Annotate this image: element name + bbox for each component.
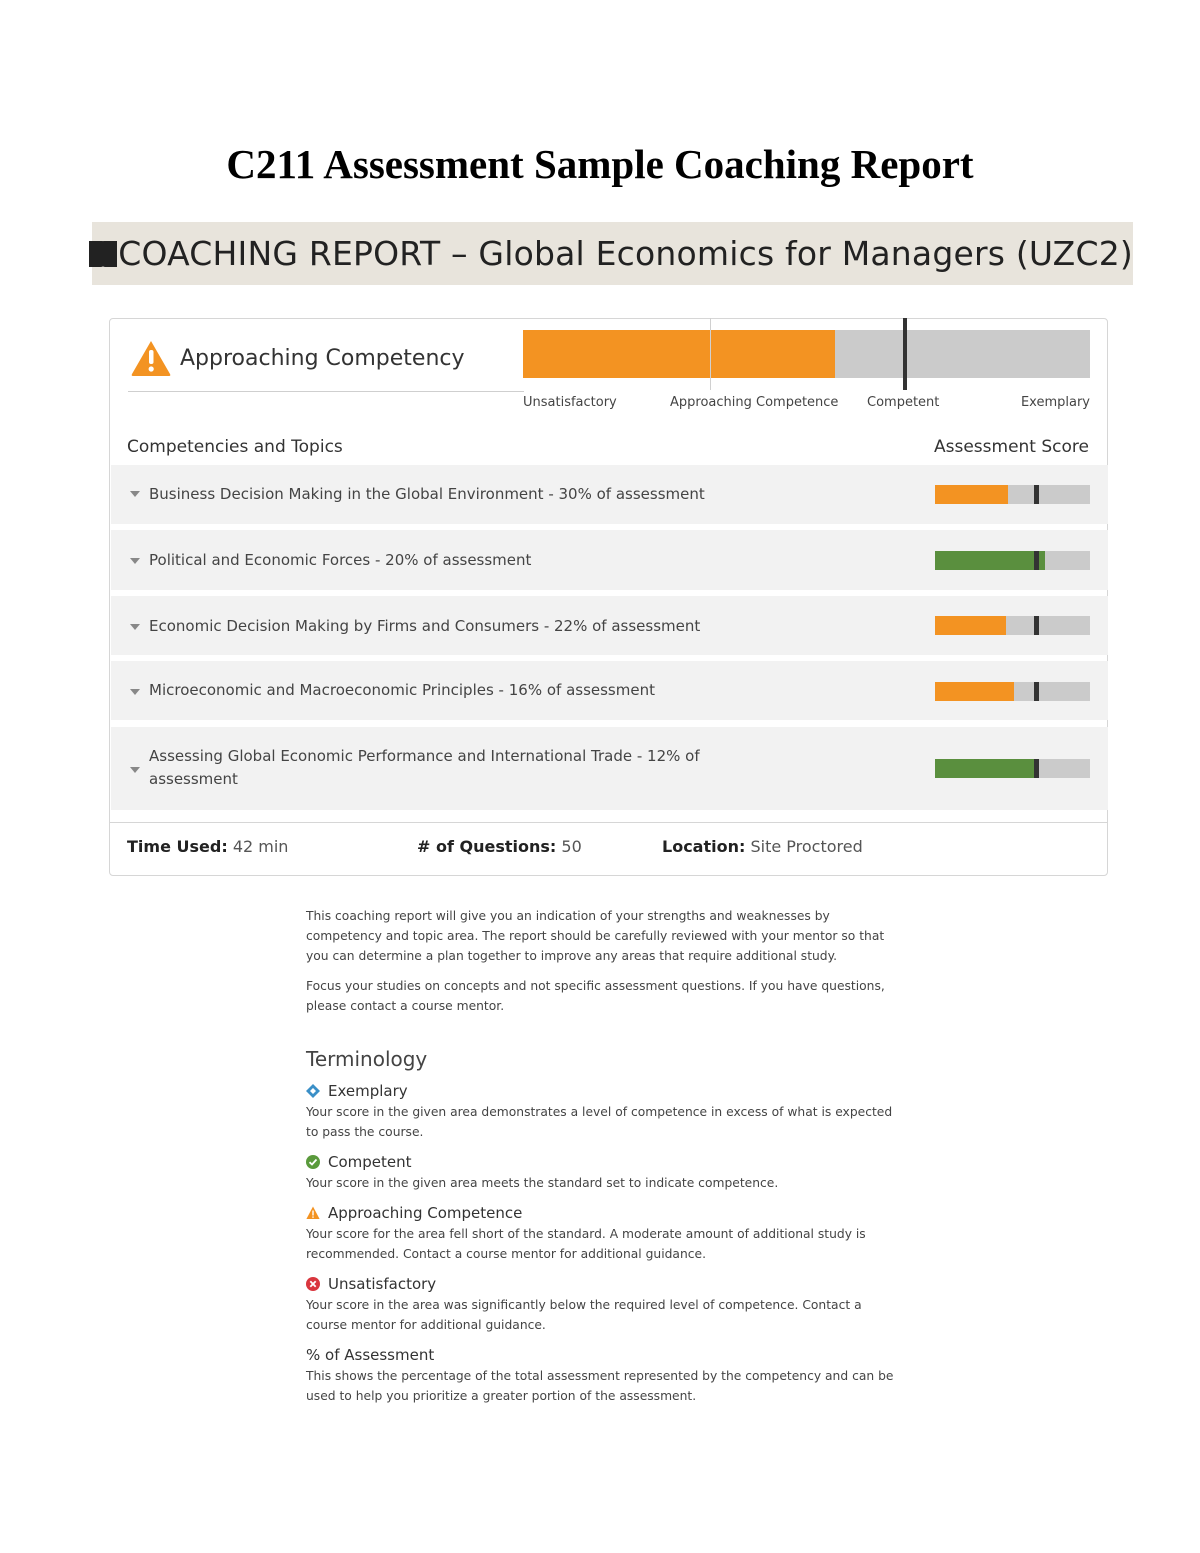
term-description: Your score in the area was significantly below the required level of competence. Contact a course mentor for additional guidance. [306,1298,862,1332]
term-approaching [306,1202,896,1264]
term-name: Unsatisfactory [328,1275,437,1293]
overall-score-fill [523,330,835,378]
competent-threshold-marker [903,318,907,390]
check-circle-icon [306,1155,320,1169]
column-header-score: Assessment Score [934,437,1089,457]
scale-tick [710,318,711,390]
scale-label-exemplary: Exemplary [1020,395,1090,410]
terminology-title: Terminology [306,1047,428,1071]
topic-label: Economic Decision Making by Firms and Consumers - 22% of assessment [149,617,701,635]
topic-row[interactable] [111,727,1108,810]
caret-down-icon[interactable] [130,558,140,564]
topic-score-fill [935,682,1014,701]
topic-score-fill [935,485,1008,504]
scale-label-competent: Competent [867,395,940,410]
term-description: Your score for the area fell short of the standard. A moderate amount of additional study is recommended. Contact a course mentor for additional guidance. [306,1227,866,1261]
threshold-marker [1034,616,1039,635]
topic-score-bar [935,682,1090,701]
topic-score-fill [935,551,1045,570]
term-competent [306,1151,896,1193]
notes-paragraph: This coaching report will give you an indication of your strengths and weaknesses by competency and topic area. The report should be carefully reviewed with your mentor so that you can determine a plan together to improve any areas that require additional study. [306,909,885,963]
terminology-section [306,1047,896,1415]
column-header-topics: Competencies and Topics [127,437,343,457]
divider [128,391,524,392]
document-title: C211 Assessment Sample Coaching Report [226,141,974,187]
term-description: Your score in the given area meets the standard set to indicate competence. [306,1176,779,1190]
term-description: This shows the percentage of the total assessment represented by the competency and can be used to help you prioritize a greater portion of the assessment. [306,1369,894,1403]
threshold-marker [1034,682,1039,701]
warning-icon [130,339,172,377]
topic-score-bar [935,616,1090,635]
scale-label-unsatisfactory: Unsatisfactory [523,395,617,410]
topic-label: Assessing Global Economic Performance and International Trade - 12% of assessment [149,747,700,788]
topic-label: Business Decision Making in the Global Environment - 30% of assessment [149,485,705,503]
term-percent-of-assessment [306,1344,896,1406]
topic-row[interactable] [111,661,1108,720]
topic-row[interactable] [111,530,1108,590]
question-count-label: # of Questions: [417,837,557,856]
location-value: Site Proctored [750,837,863,856]
book-icon [102,241,104,267]
divider [110,822,1107,823]
time-used-value: 42 min [232,837,289,856]
topic-score-fill [935,616,1006,635]
topic-score-bar [935,485,1090,504]
threshold-marker [1034,551,1039,570]
scale-label-approaching: Approaching Competence [670,395,839,410]
term-description: Your score in the given area demonstrates a level of competence in excess of what is expected to pass the course. [306,1105,893,1139]
term-name: Approaching Competence [328,1204,523,1222]
topic-row[interactable] [111,465,1108,524]
report-banner [92,222,1133,285]
overall-status [130,339,465,377]
caret-down-icon[interactable] [130,624,140,630]
term-name: % of Assessment [306,1346,435,1364]
topic-score-fill [935,759,1037,778]
topic-row[interactable] [111,596,1108,655]
caret-down-icon[interactable] [130,767,140,773]
time-used-label: Time Used: [127,837,228,856]
question-count [417,837,582,856]
notes-paragraph: Focus your studies on concepts and not specific assessment questions. If you have questions, please contact a course mentor. [306,979,885,1013]
location-label: Location: [662,837,746,856]
location [662,837,863,856]
caret-down-icon[interactable] [130,491,140,497]
status-label: Approaching Competency [180,345,465,371]
x-circle-icon [306,1277,320,1291]
banner-title: COACHING REPORT – Global Economics for Managers (UZC2) [118,234,1133,273]
coaching-report-card [109,318,1108,876]
overall-score-bar [523,330,1090,378]
score-scale-labels [523,395,1090,415]
term-exemplary [306,1080,896,1142]
term-name: Exemplary [328,1082,408,1100]
topic-score-bar [935,759,1090,778]
warning-icon [306,1206,320,1220]
question-count-value: 50 [561,837,582,856]
topic-label: Microeconomic and Macroeconomic Principles - 16% of assessment [149,681,655,699]
threshold-marker [1034,485,1039,504]
report-notes [306,906,896,1026]
time-used [127,837,288,856]
diamond-icon [306,1084,320,1098]
term-unsatisfactory [306,1273,896,1335]
term-name: Competent [328,1153,412,1171]
threshold-marker [1034,759,1039,778]
topic-score-bar [935,551,1090,570]
caret-down-icon[interactable] [130,689,140,695]
topic-label: Political and Economic Forces - 20% of assessment [149,551,532,569]
